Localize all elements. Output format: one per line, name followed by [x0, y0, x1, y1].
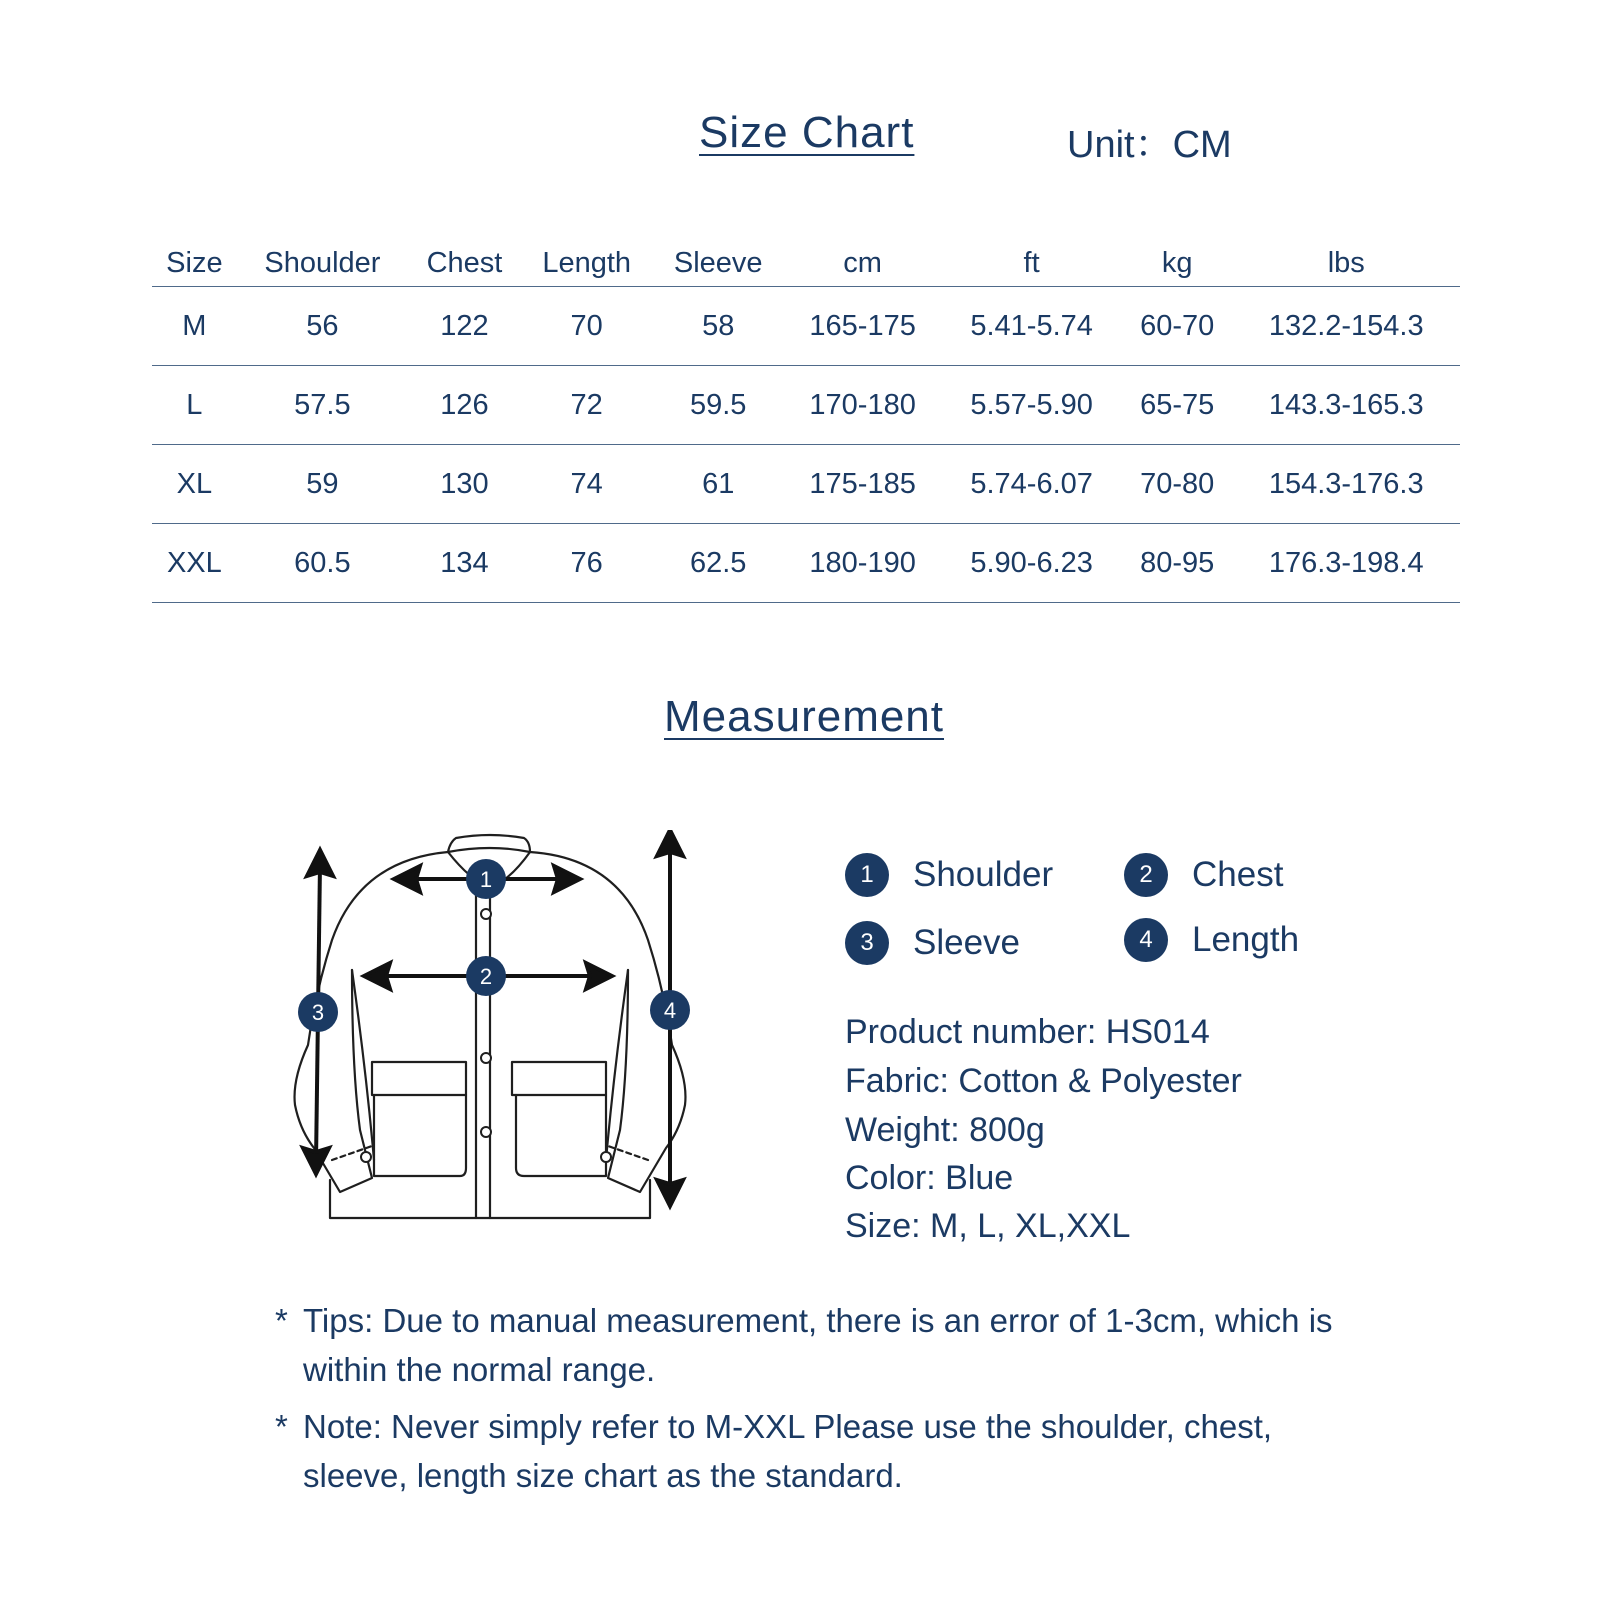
arrow-head: [364, 963, 390, 989]
legend-badge: 4: [1124, 918, 1168, 962]
table-cell: 72: [521, 366, 653, 445]
legend-badge: 3: [845, 921, 889, 965]
fabric-info: Fabric: Cotton & Polyester: [845, 1062, 1242, 1100]
button-shape: [481, 1127, 491, 1137]
table-cell: 130: [408, 445, 521, 524]
legend-item-length: [1124, 918, 1299, 962]
table-cell: 170-180: [784, 366, 941, 445]
table-cell: 143.3-165.3: [1232, 366, 1460, 445]
table-cell: 122: [408, 287, 521, 366]
legend-label: Length: [1192, 920, 1300, 959]
table-row: [152, 366, 1460, 445]
table-cell: 5.90-6.23: [941, 524, 1122, 603]
column-header: ft: [941, 230, 1122, 287]
badge-length-number: 4: [663, 998, 677, 1023]
badge-chest-number: 2: [479, 964, 493, 989]
table-cell: 154.3-176.3: [1232, 445, 1460, 524]
arrow-head: [303, 1148, 329, 1174]
legend-item-sleeve: [845, 921, 1020, 965]
table-cell: 76: [521, 524, 653, 603]
table-cell: 62.5: [652, 524, 784, 603]
legend-label: Shoulder: [913, 855, 1054, 894]
table-cell: 57.5: [237, 366, 408, 445]
note-star: *: [275, 1302, 288, 1339]
column-header: Shoulder: [237, 230, 408, 287]
table-cell: XXL: [152, 524, 237, 603]
column-header: cm: [784, 230, 941, 287]
arrow-head: [307, 850, 333, 876]
arrow-head: [657, 830, 683, 856]
note-text: Tips: Due to manual measurement, there is an error of 1-3cm, which is within the normal range.: [303, 1302, 1333, 1388]
cuff-button-shape: [601, 1152, 611, 1162]
table-cell: 65-75: [1122, 366, 1233, 445]
column-header: Chest: [408, 230, 521, 287]
table-cell: 61: [652, 445, 784, 524]
badge-sleeve-number: 3: [311, 1000, 325, 1025]
table-cell: 70: [521, 287, 653, 366]
legend-label: Sleeve: [913, 923, 1021, 962]
column-header: Length: [521, 230, 653, 287]
table-cell: 134: [408, 524, 521, 603]
button-shape: [481, 1053, 491, 1063]
table-cell: 132.2-154.3: [1232, 287, 1460, 366]
table-cell: 60.5: [237, 524, 408, 603]
legend-label: Chest: [1192, 855, 1284, 894]
button-shape: [481, 909, 491, 919]
column-header: Size: [152, 230, 237, 287]
table-cell: 59: [237, 445, 408, 524]
table-row: [152, 524, 1460, 603]
arrow-head: [657, 1180, 683, 1206]
table-cell: 180-190: [784, 524, 941, 603]
table-cell: 176.3-198.4: [1232, 524, 1460, 603]
table-cell: 5.41-5.74: [941, 287, 1122, 366]
badge-shoulder-number: 1: [479, 867, 493, 892]
arrow-head: [586, 963, 612, 989]
legend-badge: 1: [845, 853, 889, 897]
standard-note: [275, 1402, 1285, 1500]
column-header: kg: [1122, 230, 1233, 287]
jacket-diagram: [280, 830, 720, 1250]
legend-badge: 2: [1124, 853, 1168, 897]
buttons: [361, 909, 611, 1162]
legend-item-chest: [1124, 853, 1283, 897]
size-info: Size: M, L, XL,XXL: [845, 1207, 1131, 1245]
table-cell: 58: [652, 287, 784, 366]
tips-note: [275, 1296, 1335, 1394]
table-cell: XL: [152, 445, 237, 524]
table-cell: 5.74-6.07: [941, 445, 1122, 524]
unit-label: Unit：CM: [1067, 124, 1232, 166]
table-cell: 126: [408, 366, 521, 445]
arrow-head: [554, 866, 580, 892]
table-header-row: [152, 230, 1460, 287]
table-row: [152, 445, 1460, 524]
size-chart-title: Size Chart: [699, 108, 915, 157]
column-header: lbs: [1232, 230, 1460, 287]
note-star: *: [275, 1408, 288, 1445]
size-table: [152, 230, 1460, 603]
cuff-button-shape: [361, 1152, 371, 1162]
table-cell: 56: [237, 287, 408, 366]
table-cell: 59.5: [652, 366, 784, 445]
table-cell: L: [152, 366, 237, 445]
arrow-head: [394, 866, 420, 892]
measurement-title: Measurement: [664, 692, 945, 741]
weight-info: Weight: 800g: [845, 1111, 1045, 1149]
table-cell: 70-80: [1122, 445, 1233, 524]
table-cell: 5.57-5.90: [941, 366, 1122, 445]
product-number: Product number: HS014: [845, 1013, 1210, 1051]
table-row: [152, 287, 1460, 366]
column-header: Sleeve: [652, 230, 784, 287]
table-cell: 165-175: [784, 287, 941, 366]
table-cell: M: [152, 287, 237, 366]
note-text: Note: Never simply refer to M-XXL Please use the shoulder, chest, sleeve, length size chart as the standard.: [303, 1408, 1273, 1494]
table-cell: 74: [521, 445, 653, 524]
color-info: Color: Blue: [845, 1159, 1014, 1197]
table-cell: 175-185: [784, 445, 941, 524]
table-cell: 80-95: [1122, 524, 1233, 603]
legend-item-shoulder: [845, 853, 1053, 897]
table-cell: 60-70: [1122, 287, 1233, 366]
